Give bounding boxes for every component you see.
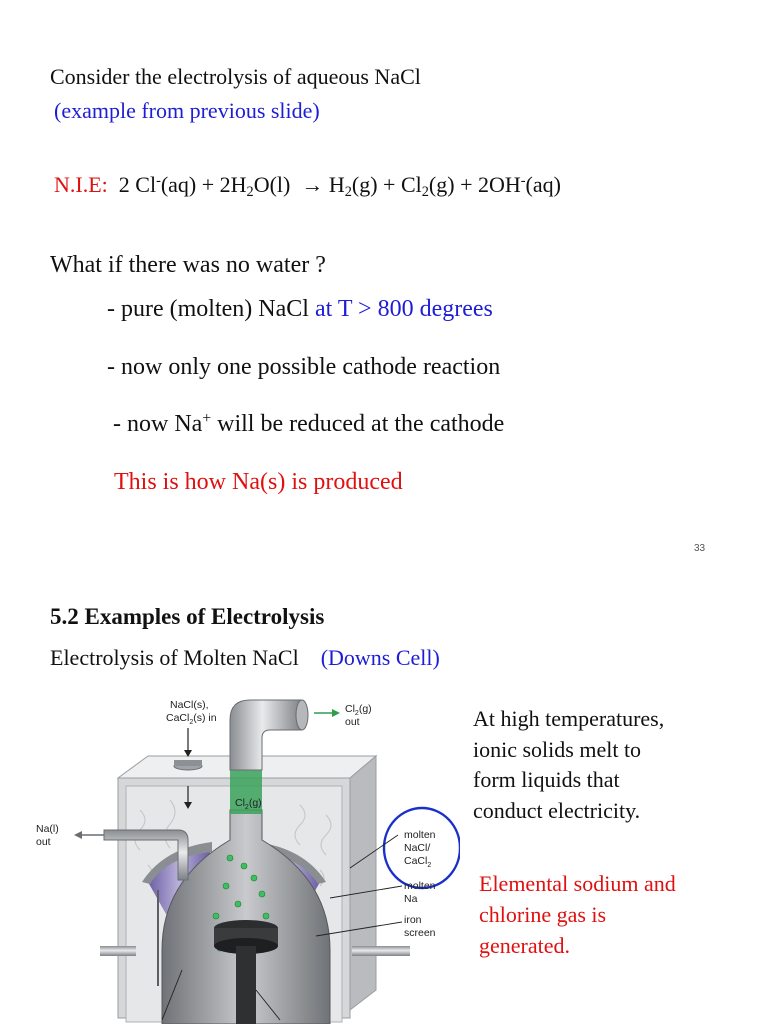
- label-molten-sodium: molten: [404, 880, 436, 892]
- ion-charge: +: [202, 410, 212, 428]
- label-sodium-out: Na(l): [36, 823, 59, 835]
- bullet-reduction: [113, 411, 504, 438]
- nie-label: N.I.E:: [54, 172, 108, 197]
- label-molten-salt-3: CaCl$_2$: [404, 855, 432, 869]
- paragraph-line: form liquids that: [473, 767, 620, 792]
- paragraph-line: At high temperatures,: [473, 706, 665, 731]
- sodium-out-arrow: [74, 831, 104, 839]
- label-molten-salt: molten: [404, 829, 436, 841]
- slide1-subheading: (example from previous slide): [54, 98, 320, 123]
- label-chlorine-out-2: out: [345, 716, 360, 728]
- bullet-text: will be reduced at the cathode: [211, 411, 505, 437]
- eq-term: O(l): [253, 172, 291, 197]
- paragraph-products: [479, 868, 676, 961]
- eq-term: 2 Cl: [118, 172, 157, 197]
- chlorine-out-arrow: [314, 709, 340, 717]
- label-salt-in-2: CaCl$_2$(s) in: [166, 712, 217, 726]
- label-molten-salt-2: NaCl/: [404, 842, 431, 854]
- label-molten-sodium-2: Na: [404, 893, 418, 905]
- eq-term: (g) + 2OH: [428, 172, 521, 197]
- eq-subscript: 2: [344, 184, 352, 201]
- downs-cell-label: (Downs Cell): [320, 645, 440, 670]
- label-chlorine-inside: $Cl_2(g)$: [235, 797, 262, 811]
- paragraph-line: generated.: [479, 933, 570, 958]
- slide2-subtitle: [50, 645, 440, 671]
- label-chlorine-out: $Cl_2(g)$: [345, 703, 372, 717]
- subtitle-text: Electrolysis of Molten NaCl: [50, 645, 299, 670]
- eq-term: (aq) + 2H: [160, 172, 247, 197]
- conclusion-text: This is how Na(s) is produced: [114, 469, 403, 495]
- eq-subscript: 2: [246, 184, 254, 201]
- slide2-title: 5.2 Examples of Electrolysis: [50, 604, 325, 629]
- paragraph-line: chlorine gas is: [479, 902, 607, 927]
- bullet-text: - pure (molten) NaCl: [107, 296, 315, 322]
- label-iron-screen: iron: [404, 914, 422, 926]
- label-iron-screen-2: screen: [404, 927, 436, 939]
- eq-subscript: 2: [421, 184, 429, 201]
- question-text: What if there was no water ?: [50, 252, 326, 278]
- paragraph-line: ionic solids melt to: [473, 736, 642, 762]
- page-number: 33: [694, 543, 706, 554]
- paragraph-high-temp: [473, 704, 664, 826]
- temperature-note: at T > 800 degrees: [314, 296, 493, 322]
- downs-cell-diagram: [30, 690, 460, 1024]
- label-sodium-out-2: out: [36, 836, 51, 848]
- paragraph-line: conduct electricity.: [473, 797, 641, 823]
- eq-charge: -: [520, 172, 526, 189]
- label-salt-in: NaCl(s),: [170, 699, 209, 711]
- paragraph-line: Elemental sodium and: [479, 871, 676, 896]
- bullet-molten: [107, 296, 493, 323]
- bullet-cathode: - now only one possible cathode reaction: [107, 354, 501, 380]
- net-ionic-equation: [54, 172, 561, 201]
- eq-term: H: [328, 172, 345, 197]
- reaction-arrow: →: [301, 172, 324, 197]
- eq-charge: -: [156, 172, 161, 189]
- bullet-text: - now Na: [113, 411, 203, 437]
- slide1-heading: Consider the electrolysis of aqueous NaCl: [50, 64, 421, 89]
- eq-term: (aq): [525, 172, 561, 197]
- eq-term: (g) + Cl: [351, 172, 422, 197]
